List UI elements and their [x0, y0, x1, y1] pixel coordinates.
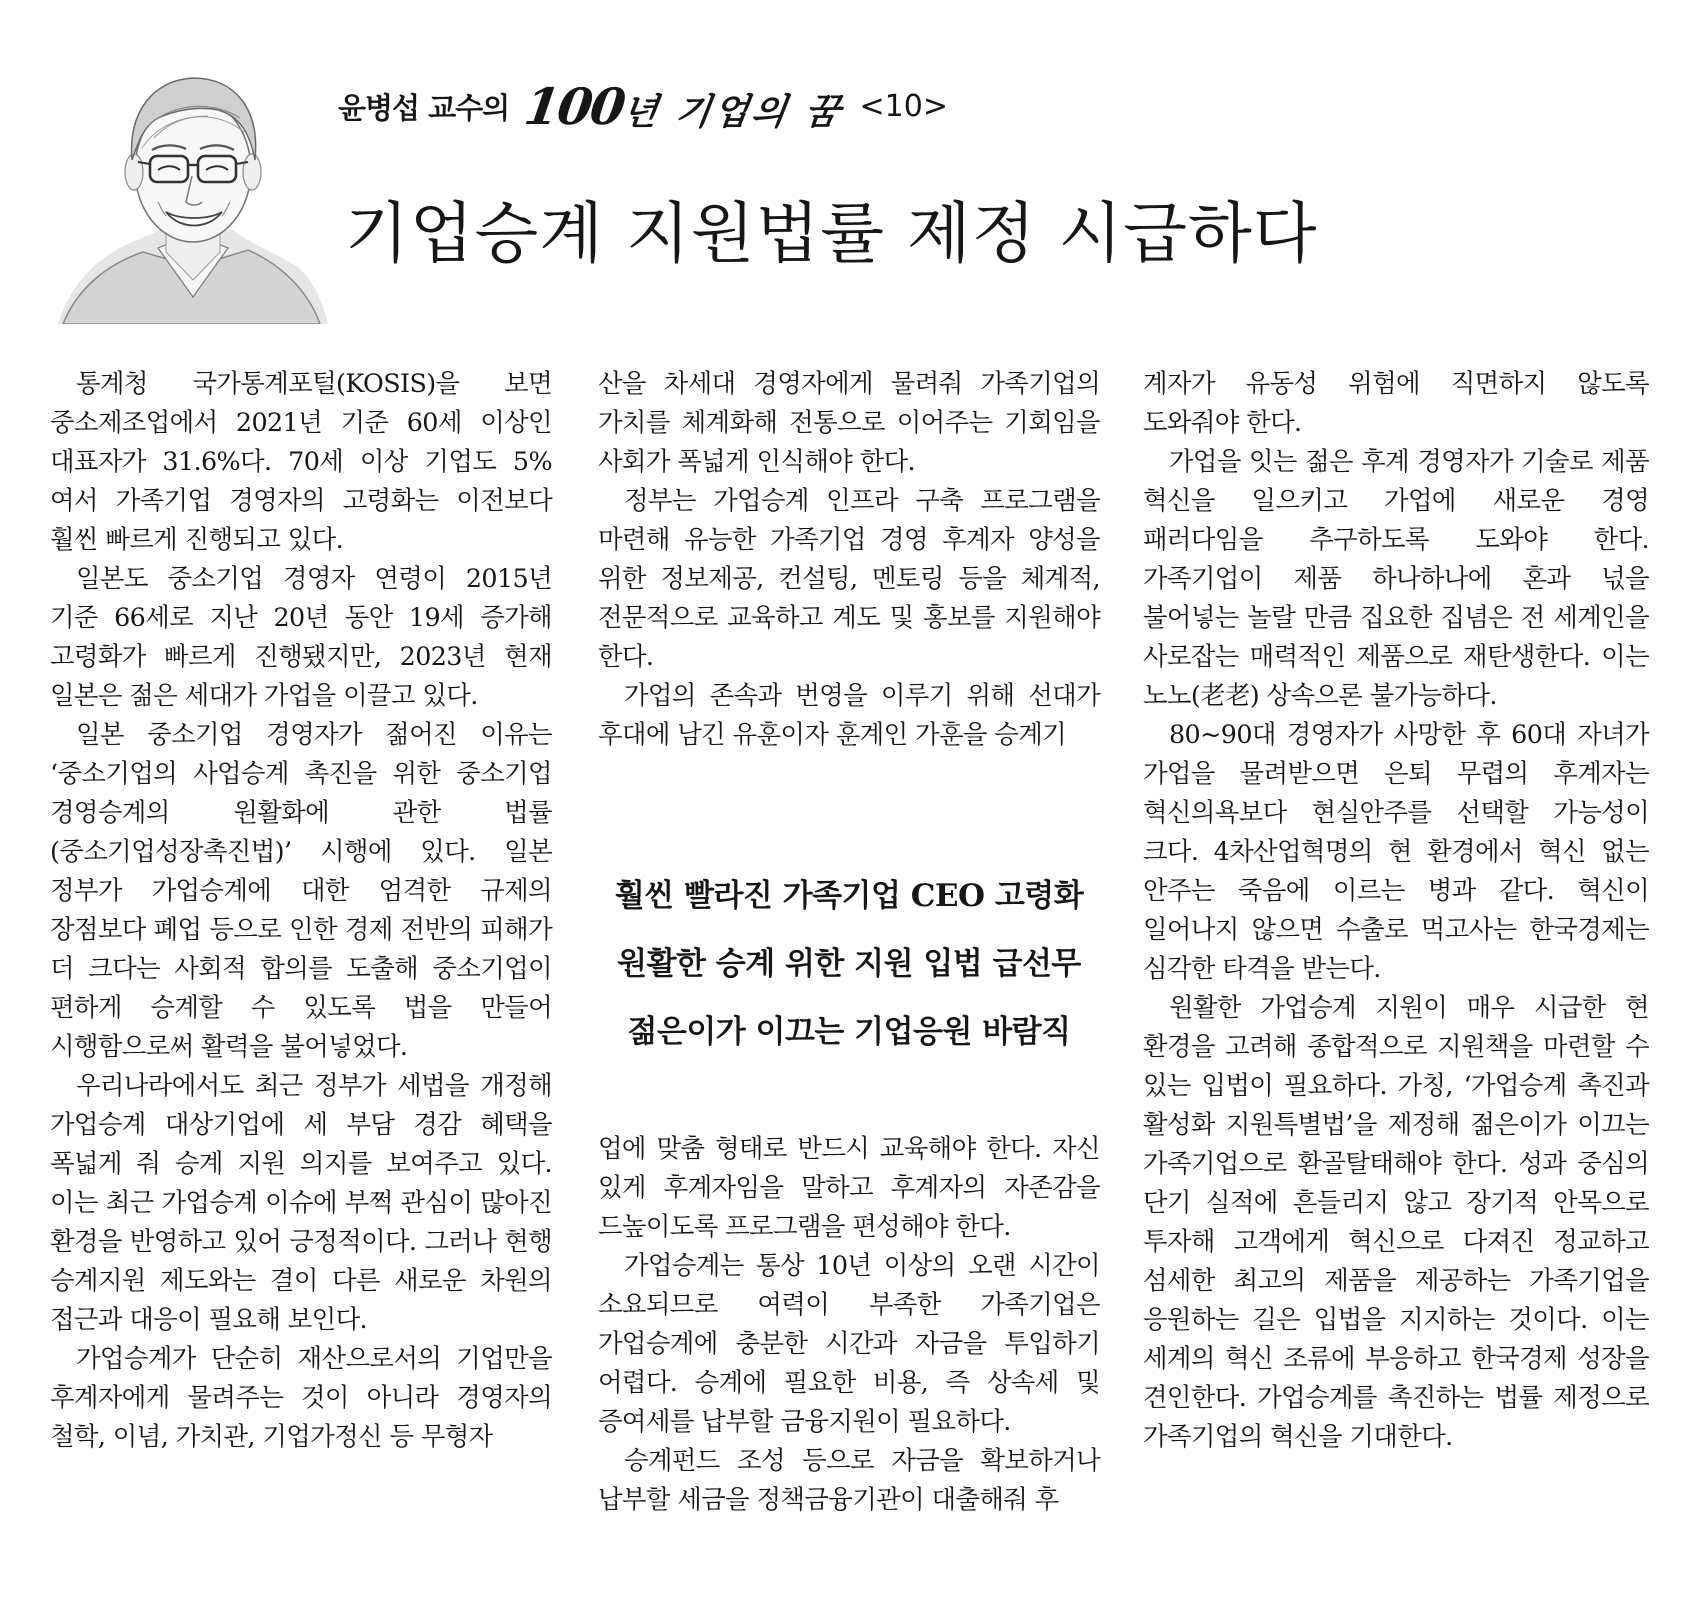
paragraph: 우리나라에서도 최근 정부가 세법을 개정해 가업승계 대상기업에 세 부담 경감 혜택을 폭넓게 줘 승계 지원 의지를 보여주고 있다. 이는 최근 가업승계 이슈에 부쩍 관심이 많아진 환경을 반영하고 있어 긍정적이다. 그러나 현행 승계지원 제도와는 결이 다른 새로운 차원의 접근과 대응이 필요해 보인다.	[50, 1070, 552, 1334]
paragraph: 가업승계는 통상 10년 이상의 오랜 시간이 소요되므로 여력이 부족한 가족기업은 가업승계에 충분한 시간과 자금을 투입하기 어렵다. 승계에 필요한 비용, 즉 상속세 및 증여세를 납부할 금융지원이 필요하다.	[598, 1250, 1100, 1436]
paragraph: 업에 맞춤 형태로 반드시 교육해야 한다. 자신 있게 후계자임을 말하고 후계자의 자존감을 드높이도록 프로그램을 편성해야 한다.	[598, 1133, 1100, 1241]
paragraph: 가업의 존속과 번영을 이루기 위해 선대가 후대에 남긴 유훈이자 훈계인 가훈을 승계기	[598, 680, 1100, 749]
paragraph: 일본 중소기업 경영자가 젊어진 이유는 ‘중소기업의 사업승계 촉진을 위한 중소기업 경영승계의 원활화에 관한 법률(중소기업성장촉진법)’ 시행에 있다. 일본 정부가 가업승계에 대한 엄격한 규제의 장점보다 폐업 등으로 인한 경제 전반의 피해가 더 크다는 사회적 합의를 도출해 중소기업이 편하게 승계할 수 있도록 법을 만들어 시행함으로써 활력을 불어넣었다.	[50, 719, 552, 1061]
body-column-2-bottom	[598, 1129, 1100, 1559]
pull-quote	[598, 862, 1100, 1066]
paragraph: 가업을 잇는 젊은 후계 경영자가 기술로 제품 혁신을 일으키고 가업에 새로운 경영 패러다임을 추구하도록 도와야 한다. 가족기업이 제품 하나하나에 혼과 넋을 불어넣는 놀랄 만큼 집요한 집념은 전 세계인을 사로잡는 매력적인 제품으로 재탄생한다. 이는 노노(老老) 상속으론 불가능하다.	[1143, 446, 1649, 710]
pull-quote-line: 젊은이가 이끄는 기업응원 바람직	[627, 1014, 1071, 1050]
paragraph: 산을 차세대 경영자에게 물려줘 가족기업의 가치를 체계화해 전통으로 이어주는 기회임을 사회가 폭넓게 인식해야 한다.	[598, 368, 1100, 476]
paragraph: 통계청 국가통계포털(KOSIS)을 보면 중소제조업에서 2021년 기준 60세 이상인 대표자가 31.6%다. 70세 이상 기업도 5%여서 가족기업 경영자의 고령화는 이전보다 훨씬 빠르게 진행되고 있다.	[50, 368, 552, 554]
paragraph: 일본도 중소기업 경영자 연령이 2015년 기준 66세로 지난 20년 동안 19세 증가해 고령화가 빠르게 진행됐지만, 2023년 현재 일본은 젊은 세대가 가업을 이끌고 있다.	[50, 563, 552, 710]
series-author: 윤병섭 교수의	[338, 90, 510, 125]
body-column-1	[50, 364, 552, 1584]
pull-quote-line: 원활한 승계 위한 지원 입법 급선무	[617, 946, 1081, 982]
headline: 기업승계 지원법률 제정 시급하다	[345, 195, 1318, 272]
series-header	[338, 76, 948, 136]
paragraph: 정부는 가업승계 인프라 구축 프로그램을 마련해 유능한 가족기업 경영 후계자 양성을 위한 정보제공, 컨설팅, 멘토링 등을 체계적, 전문적으로 교육하고 계도 및 홍보를 지원해야 한다.	[598, 485, 1100, 671]
paragraph: 80~90대 경영자가 사망한 후 60대 자녀가 가업을 물려받으면 은퇴 무렵의 후계자는 혁신의욕보다 현실안주를 선택할 가능성이 크다. 4차산업혁명의 현 환경에서 혁신 없는 안주는 죽음에 이르는 병과 같다. 혁신이 일어나지 않으면 수출로 먹고사는 한국경제는 심각한 타격을 받는다.	[1143, 719, 1649, 983]
paragraph: 원활한 가업승계 지원이 매우 시급한 현 환경을 고려해 종합적으로 지원책을 마련할 수 있는 입법이 필요하다. 가칭, ‘가업승계 촉진과 활성화 지원특별법’을 제정해 젊은이가 이끄는 가족기업으로 환골탈태해야 한다. 성과 중심의 단기 실적에 흔들리지 않고 장기적 안목으로 투자해 고객에게 혁신으로 다져진 정교하고 섬세한 최고의 제품을 제공하는 가족기업을 응원하는 길은 입법을 지지하는 것이다. 이는 세계의 혁신 조류에 부응하고 한국경제 성장을 견인한다. 가업승계를 촉진하는 법률 제정으로 가족기업의 혁신을 기대한다.	[1143, 992, 1649, 1451]
series-brand-number: 100	[521, 76, 628, 136]
paragraph: 계자가 유동성 위험에 직면하지 않도록 도와줘야 한다.	[1143, 368, 1649, 437]
paragraph: 가업승계가 단순히 재산으로서의 기업만을 후계자에게 물려주는 것이 아니라 경영자의 철학, 이념, 가치관, 기업가정신 등 무형자	[50, 1343, 552, 1451]
paragraph: 승계펀드 조성 등으로 자금을 확보하거나 납부할 세금을 정책금융기관이 대출해줘 후	[598, 1445, 1100, 1514]
series-brand-logo	[521, 77, 848, 136]
body-column-3	[1143, 364, 1649, 1584]
pull-quote-line: 훨씬 빨라진 가족기업 CEO 고령화	[614, 878, 1084, 914]
author-portrait	[58, 52, 328, 324]
body-column-2-top	[598, 364, 1100, 794]
series-brand-text: 년 기업의 꿈	[619, 90, 846, 133]
series-episode: <10>	[859, 88, 948, 124]
